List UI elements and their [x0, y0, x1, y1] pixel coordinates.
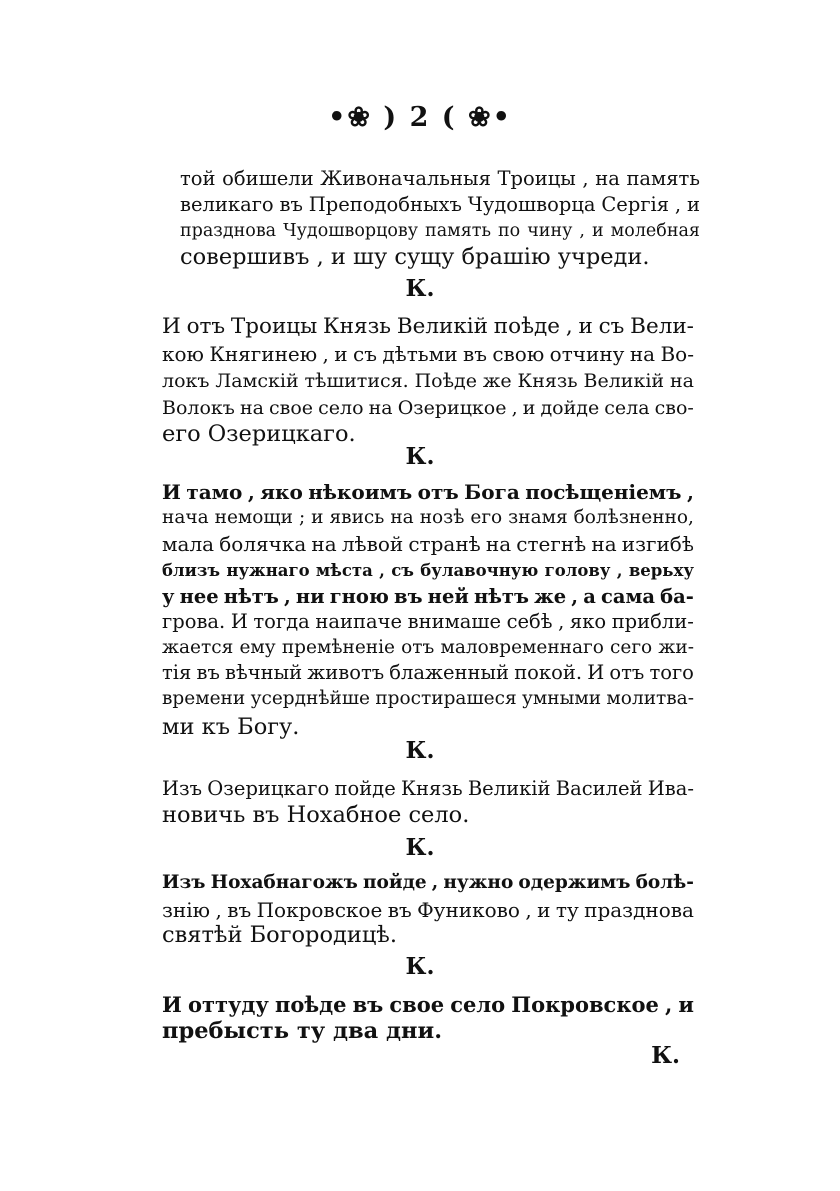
- text-line: тія въ вѣчный животъ блаженный покой. И отъ того: [162, 661, 694, 684]
- section-marker: К.: [405, 953, 435, 980]
- text-line: грова. И тогда наипаче внимаше себѣ , яко прибли-: [162, 610, 694, 633]
- section-marker: К.: [405, 443, 435, 470]
- text-line: той обишели Живоначальныя Троицы , на память: [180, 167, 700, 190]
- text-line: знію , въ Покровское въ Фуниково , и ту празднова: [162, 898, 694, 922]
- text-line: кою Княгинею , и съ дѣтьми въ свою отчину на Во-: [162, 342, 694, 366]
- text-line: пребысть ту два дни.: [162, 1018, 443, 1044]
- text-line: великаго въ Преподобныхъ Чудошворца Сергія , и: [180, 193, 700, 216]
- text-line: совершивъ , и шу сущу брашію учреди.: [180, 244, 650, 270]
- text-line: нача немощи ; и явись на нозѣ его знамя болѣзненно,: [162, 507, 694, 528]
- catchword-marker: К.: [651, 1042, 680, 1069]
- text-line: его Озерицкаго.: [162, 421, 356, 447]
- text-line: локъ Ламскій тѣшитися. Поѣде же Князь Великій на: [162, 370, 694, 392]
- text-line: святѣй Богородицѣ.: [162, 922, 398, 948]
- text-line: Волокъ на свое село на Озерицкое , и дойде села сво-: [162, 397, 694, 419]
- text-line: близъ нужнаго мѣста , съ булавочную голову , верьху: [162, 561, 694, 580]
- text-line: ми къ Богу.: [162, 714, 300, 740]
- text-line: И отъ Троицы Князь Великій поѣде , и съ Вели-: [162, 314, 694, 339]
- section-marker: К.: [405, 737, 435, 764]
- text-line: Изъ Озерицкаго пойде Князь Великій Василей Ива-: [162, 777, 694, 800]
- text-line: жается ему премѣненіе отъ маловременнаго сего жи-: [162, 637, 694, 658]
- text-line: мала болячка на лѣвой странѣ на стегнѣ на изгибѣ: [162, 532, 694, 556]
- section-marker: К.: [405, 275, 435, 302]
- text-line: у нее нѣтъ , ни гною въ ней нѣтъ же , а сама ба-: [162, 585, 694, 608]
- text-line: И оттуду поѣде въ свое село Покровское , и: [162, 992, 694, 1017]
- text-line: И тамо , яко нѣкоимъ отъ Бога посѣщеніемъ ,: [162, 480, 694, 504]
- text-line: празднова Чудошворцову память по чину , и молебная: [180, 221, 700, 241]
- text-line: Изъ Нохабнагожъ пойде , нужно одержимъ болѣ-: [162, 872, 694, 893]
- section-marker: К.: [405, 834, 435, 861]
- text-line: новичь въ Нохабное село.: [162, 802, 470, 828]
- text-line: времени усерднѣйше простирашеся умными молитва-: [162, 688, 694, 709]
- page-header: •❀ ) 2 ( ❀•: [328, 102, 512, 133]
